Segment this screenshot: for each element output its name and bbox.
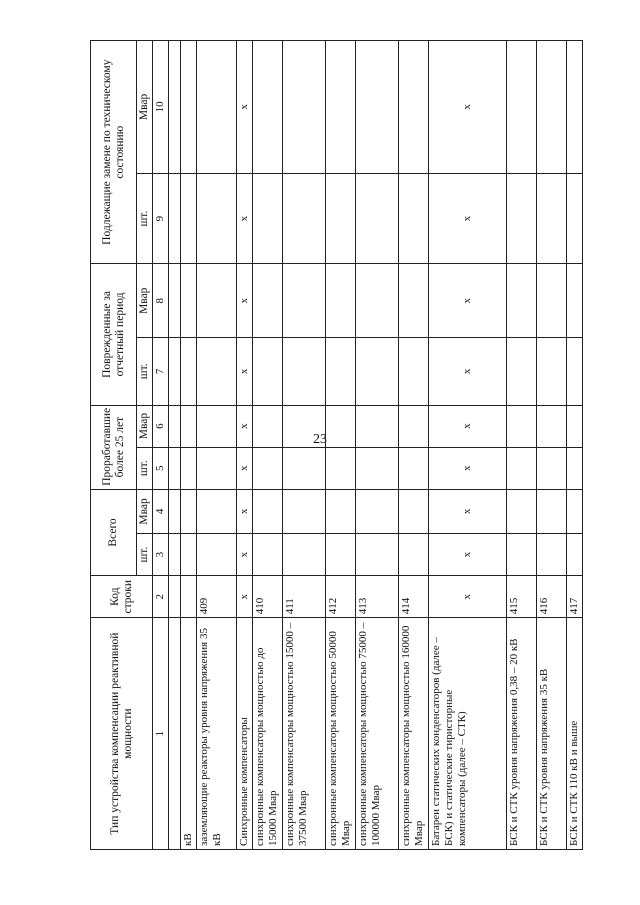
value-cell [507, 405, 537, 447]
value-cell [253, 41, 283, 174]
table-row [567, 41, 583, 850]
value-cell [399, 489, 429, 533]
column-number: 2 [153, 576, 169, 618]
value-cell: x [429, 173, 507, 264]
table-row [326, 41, 356, 850]
value-cell [326, 338, 356, 405]
value-cell: x [429, 405, 507, 447]
table-row [507, 41, 537, 850]
row-code-cell: 411 [283, 576, 326, 618]
value-cell [253, 405, 283, 447]
value-cell [197, 173, 237, 264]
value-cell [169, 534, 181, 576]
value-cell [253, 338, 283, 405]
row-code-cell: 416 [537, 576, 567, 618]
row-type-cell: синхронные компенсаторы мощностью 15000 – 37500 Мвар [283, 618, 326, 850]
value-cell [169, 41, 181, 174]
value-cell [399, 447, 429, 489]
value-cell [356, 173, 399, 264]
value-cell [326, 447, 356, 489]
value-cell [507, 173, 537, 264]
value-cell [399, 534, 429, 576]
table-row [181, 41, 197, 850]
row-code-cell: x [429, 576, 507, 618]
row-code-cell: 417 [567, 576, 583, 618]
unit-header: Мвар [137, 41, 153, 174]
value-cell: x [429, 534, 507, 576]
value-cell [537, 41, 567, 174]
value-cell [399, 405, 429, 447]
value-cell [567, 338, 583, 405]
value-cell [283, 338, 326, 405]
value-cell [181, 447, 197, 489]
value-cell [181, 534, 197, 576]
row-code-cell: 410 [253, 576, 283, 618]
row-code-cell: 415 [507, 576, 537, 618]
row-type-cell: Синхронные компенсаторы [237, 618, 253, 850]
rotated-table-area [90, 40, 580, 850]
value-cell [399, 264, 429, 338]
value-cell [507, 338, 537, 405]
value-cell [283, 41, 326, 174]
header-over-25-years: Проработавшие более 25 лет [91, 405, 137, 489]
table-row [283, 41, 326, 850]
value-cell [283, 489, 326, 533]
value-cell [283, 264, 326, 338]
column-number: 3 [153, 534, 169, 576]
row-type-cell: синхронные компенсаторы мощностью до 15000 Мвар [253, 618, 283, 850]
value-cell [356, 447, 399, 489]
row-type-cell: Батареи статических конденсаторов (далее – БСК) и статические тиристорные компенсаторы (далее – СТК) [429, 618, 507, 850]
value-cell [197, 489, 237, 533]
value-cell [169, 405, 181, 447]
value-cell: x [237, 173, 253, 264]
value-cell [356, 41, 399, 174]
value-cell [169, 173, 181, 264]
header-code: Код строки [91, 576, 153, 618]
value-cell [197, 264, 237, 338]
page-number: 23 [313, 432, 327, 447]
value-cell [197, 41, 237, 174]
unit-header: шт. [137, 338, 153, 405]
row-type-cell: БСК и СТК 110 кВ и выше [567, 618, 583, 850]
value-cell [567, 41, 583, 174]
value-cell [169, 338, 181, 405]
value-cell [169, 489, 181, 533]
value-cell [326, 405, 356, 447]
value-cell: x [237, 534, 253, 576]
row-type-cell: заземляющие реакторы уровня напряжения 35 кВ [197, 618, 237, 850]
row-code-cell [169, 576, 181, 618]
value-cell: x [429, 489, 507, 533]
row-code-cell [181, 576, 197, 618]
table-row [537, 41, 567, 850]
value-cell [507, 447, 537, 489]
row-type-cell: синхронные компенсаторы мощностью 160000 Мвар [399, 618, 429, 850]
column-number: 8 [153, 264, 169, 338]
column-number: 1 [153, 618, 169, 850]
value-cell [181, 489, 197, 533]
value-cell: x [237, 264, 253, 338]
table-row [197, 41, 237, 850]
row-code-cell: 412 [326, 576, 356, 618]
table-row [253, 41, 283, 850]
value-cell [326, 534, 356, 576]
value-cell [253, 534, 283, 576]
row-type-cell: БСК и СТК уровня напряжения 35 кВ [537, 618, 567, 850]
unit-header: Мвар [137, 264, 153, 338]
unit-header: шт. [137, 447, 153, 489]
row-code-cell: 414 [399, 576, 429, 618]
row-code-cell: 409 [197, 576, 237, 618]
unit-header: шт. [137, 534, 153, 576]
value-cell [169, 447, 181, 489]
value-cell: x [237, 41, 253, 174]
value-cell [181, 338, 197, 405]
row-type-cell [169, 618, 181, 850]
unit-header: Мвар [137, 405, 153, 447]
value-cell [356, 264, 399, 338]
value-cell [181, 405, 197, 447]
value-cell [283, 173, 326, 264]
row-type-cell: синхронные компенсаторы мощностью 75000 – 100000 Мвар [356, 618, 399, 850]
table-frame [90, 40, 580, 850]
value-cell [253, 489, 283, 533]
value-cell [507, 264, 537, 338]
value-cell [253, 264, 283, 338]
value-cell [356, 534, 399, 576]
value-cell [356, 489, 399, 533]
header-to-replace: Подлежащие замене по техническому состоянию [91, 41, 137, 264]
value-cell [356, 405, 399, 447]
header-total: Всего [91, 489, 137, 575]
value-cell [537, 534, 567, 576]
value-cell [507, 534, 537, 576]
value-cell [253, 173, 283, 264]
value-cell [326, 41, 356, 174]
table-row [399, 41, 429, 850]
value-cell [537, 264, 567, 338]
value-cell [197, 447, 237, 489]
value-cell: x [429, 447, 507, 489]
column-number: 9 [153, 173, 169, 264]
value-cell: x [237, 405, 253, 447]
value-cell [507, 489, 537, 533]
value-cell [507, 41, 537, 174]
table-row [356, 41, 399, 850]
value-cell [537, 173, 567, 264]
value-cell [567, 173, 583, 264]
row-type-cell: синхронные компенсаторы мощностью 50000 Мвар [326, 618, 356, 850]
value-cell: x [429, 264, 507, 338]
value-cell [197, 405, 237, 447]
header-damaged: Поврежденные за отчетный период [91, 264, 137, 405]
value-cell: x [237, 447, 253, 489]
unit-header: шт. [137, 173, 153, 264]
table-row [237, 41, 253, 850]
value-cell [399, 338, 429, 405]
value-cell [567, 534, 583, 576]
column-number: 5 [153, 447, 169, 489]
value-cell: x [237, 489, 253, 533]
value-cell [567, 447, 583, 489]
value-cell [283, 447, 326, 489]
column-number: 7 [153, 338, 169, 405]
column-number: 6 [153, 405, 169, 447]
value-cell [169, 264, 181, 338]
value-cell [567, 489, 583, 533]
value-cell [356, 338, 399, 405]
value-cell [197, 338, 237, 405]
value-cell [567, 264, 583, 338]
value-cell [181, 41, 197, 174]
value-cell: x [237, 338, 253, 405]
value-cell [253, 447, 283, 489]
column-number: 10 [153, 41, 169, 174]
row-type-cell: кВ [181, 618, 197, 850]
value-cell [197, 534, 237, 576]
compensation-devices-table [90, 40, 583, 850]
value-cell: x [429, 41, 507, 174]
unit-header: Мвар [137, 489, 153, 533]
value-cell [181, 264, 197, 338]
header-type: Тип устройства компенсации реактивной мощности [91, 618, 153, 850]
value-cell [283, 405, 326, 447]
row-code-cell: x [237, 576, 253, 618]
row-type-cell: БСК и СТК уровня напряжения 0,38 – 20 кВ [507, 618, 537, 850]
table-row [429, 41, 507, 850]
row-code-cell: 413 [356, 576, 399, 618]
table-row [169, 41, 181, 850]
value-cell [399, 173, 429, 264]
value-cell [537, 338, 567, 405]
value-cell [537, 405, 567, 447]
value-cell [283, 534, 326, 576]
value-cell [537, 489, 567, 533]
value-cell: x [429, 338, 507, 405]
value-cell [537, 447, 567, 489]
value-cell [567, 405, 583, 447]
value-cell [399, 41, 429, 174]
value-cell [326, 489, 356, 533]
value-cell [181, 173, 197, 264]
column-number: 4 [153, 489, 169, 533]
value-cell [326, 264, 356, 338]
table-body [169, 41, 583, 850]
value-cell [326, 173, 356, 264]
